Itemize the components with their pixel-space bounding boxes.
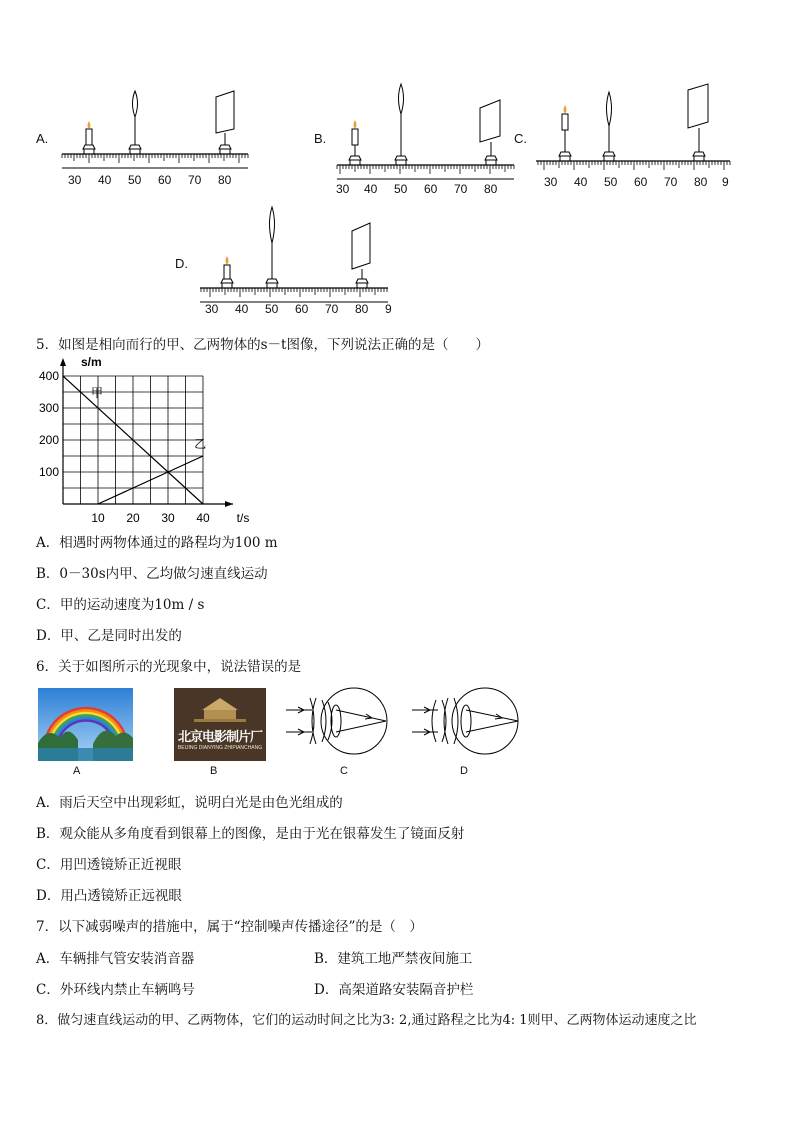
tick-label: 40 (235, 302, 249, 316)
screen-icon (352, 223, 370, 288)
bench-a-letter: A. (36, 131, 49, 146)
y-tick-label: 400 (38, 369, 59, 383)
tick-label: 80 (694, 175, 708, 189)
eye-convex-lens-diagram (410, 686, 525, 760)
tick-label: 50 (394, 182, 408, 196)
x-tick-label: 40 (196, 511, 210, 525)
lens-icon (266, 207, 278, 288)
q5-option-d: D．甲、乙是同时出发的 (36, 628, 182, 644)
q5-option-a: A．相遇时两物体通过的路程均为100 m (36, 535, 278, 551)
ruler (337, 165, 514, 179)
tick-label: 40 (574, 175, 588, 189)
q7-option-d: D．高架道路安装隔音护栏 (314, 982, 474, 998)
y-tick-label: 300 (38, 401, 59, 415)
tick-label: 30 (336, 182, 350, 196)
series-label: 甲 (91, 385, 104, 400)
lens-icon (603, 92, 615, 161)
tick-label: 70 (325, 302, 339, 316)
q5-option-c: C．甲的运动速度为10m / s (36, 597, 205, 613)
y-axis-arrow (60, 358, 66, 366)
tick-label: 30 (205, 302, 219, 316)
tick-label: 60 (634, 175, 648, 189)
optical-bench-b (336, 80, 516, 185)
tick-label: 50 (265, 302, 279, 316)
bench-c-letter: C. (514, 131, 527, 146)
tick-label: 40 (364, 182, 378, 196)
q6-option-c: C．用凹透镜矫正近视眼 (36, 857, 182, 873)
q6-caption-a: A (73, 765, 81, 777)
tick-label: 50 (604, 175, 618, 189)
tick-label: 50 (128, 173, 142, 187)
tick-label: 80 (484, 182, 498, 196)
tick-label: 40 (98, 173, 112, 187)
tick-label: 30 (68, 173, 82, 187)
ruler (536, 161, 730, 172)
candle-icon (221, 256, 233, 288)
tick-label: 60 (295, 302, 309, 316)
ruler (200, 288, 388, 302)
bench-c-svg (536, 82, 736, 172)
st-chart-svg (30, 354, 270, 526)
y-tick-label: 200 (38, 433, 59, 447)
tick-label: 80 (218, 173, 232, 187)
q6-caption-d: D (460, 765, 468, 777)
q7-option-a: A．车辆排气管安装消音器 (36, 951, 195, 967)
x-axis-label: t/s (236, 511, 250, 525)
eye-concave-lens-diagram (284, 686, 394, 760)
bench-b-letter: B. (314, 131, 327, 146)
screen-icon (216, 91, 234, 154)
tick-label: 70 (454, 182, 468, 196)
bench-d-svg (198, 203, 393, 303)
screen-icon (688, 84, 708, 161)
lens-icon (395, 84, 407, 165)
q7-option-c: C．外环线内禁止车辆鸣号 (36, 982, 195, 998)
rainbow-image (38, 688, 133, 761)
candle-icon (559, 105, 571, 161)
tick-label: 60 (424, 182, 438, 196)
series-label: 乙 (194, 437, 207, 451)
q7-stem: 7．以下减弱噪声的措施中，属于“控制噪声传播途径”的是（ ） (36, 919, 423, 935)
q5-stem: 5．如图是相向而行的甲、乙两物体的s－t图像，下列说法正确的是（ ） (36, 337, 489, 353)
x-axis-arrow (225, 501, 233, 507)
bench-b-svg (336, 80, 516, 185)
candle-icon (83, 121, 95, 154)
q6-option-b: B．观众能从多角度看到银幕上的图像，是由于光在银幕发生了镜面反射 (36, 826, 465, 842)
tick-label: 30 (544, 175, 558, 189)
sign-subtext: BEIJING DIANYING ZHIPIANCHANG (177, 745, 263, 751)
x-tick-label: 30 (161, 511, 175, 525)
y-tick-label: 100 (38, 465, 59, 479)
q6-caption-b: B (210, 765, 218, 777)
tick-label: 70 (188, 173, 202, 187)
tick-label: 80 (355, 302, 369, 316)
tick-label: 60 (158, 173, 172, 187)
film-studio-sign-image (174, 688, 266, 761)
x-tick-label: 10 (91, 511, 105, 525)
y-axis-label: s/m (81, 355, 102, 369)
st-chart (30, 354, 270, 530)
optical-bench-c (536, 82, 736, 172)
q8-stem: 8．做匀速直线运动的甲、乙两物体，它们的运动时间之比为3: 2,通过路程之比为4: 1则甲、乙两物体运动速度之比 (36, 1013, 697, 1028)
q6-caption-c: C (340, 765, 348, 777)
x-tick-label: 20 (126, 511, 140, 525)
lens-icon (129, 91, 141, 154)
ruler (62, 154, 248, 168)
bench-d-letter: D. (175, 256, 188, 271)
optical-bench-d (198, 203, 393, 303)
screen-icon (480, 100, 500, 165)
sign-text: 北京电影制片厂 (177, 730, 262, 745)
q7-option-b: B．建筑工地严禁夜间施工 (314, 951, 473, 967)
q6-option-a: A．雨后天空中出现彩虹，说明白光是由色光组成的 (36, 795, 343, 811)
q5-option-b: B．0－30s内甲、乙均做匀速直线运动 (36, 566, 268, 582)
q6-option-d: D．用凸透镜矫正远视眼 (36, 888, 182, 904)
candle-icon (349, 120, 361, 165)
tick-label: 9 (385, 302, 392, 316)
q6-stem: 6．关于如图所示的光现象中，说法错误的是 (36, 659, 302, 675)
tick-label: 70 (664, 175, 678, 189)
tick-label: 9 (722, 175, 729, 189)
